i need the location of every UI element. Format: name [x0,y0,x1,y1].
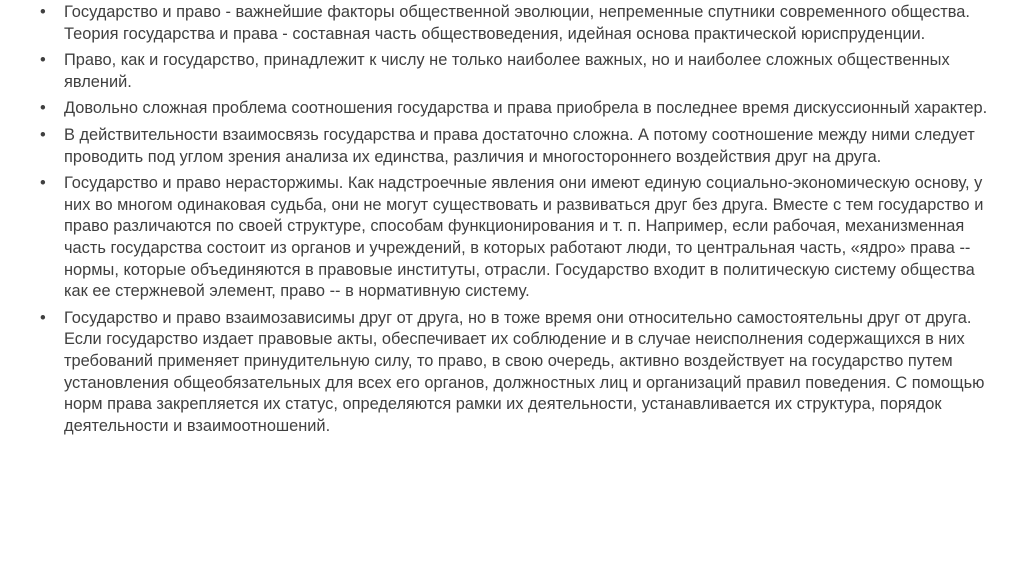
bullet-icon: • [40,125,46,144]
bullet-list [40,2,994,437]
bullet-item [40,173,994,303]
bullet-icon: • [40,51,46,70]
bullet-item [40,50,994,93]
bullet-item [40,308,994,438]
bullet-text: В действительности взаимосвязь государства и права достаточно сложна. А потому соотношение между ними следует проводить под углом зрения анализа их единства, различия и многостороннего воздействия друг на друга. [64,125,975,166]
bullet-icon: • [40,174,46,193]
bullet-item [40,125,994,168]
bullet-icon: • [40,3,46,21]
bullet-icon: • [40,99,46,118]
bullet-text: Право, как и государство, принадлежит к числу не только наиболее важных, но и наиболее сложных общественных явлений. [64,51,950,91]
bullet-text: Государство и право нерасторжимы. Как надстроечные явления они имеют единую социально-экономическую основу, у них во многом одинаковая судьба, они не могут существовать и развиваться друг без друга. Вместе с тем государство и право различаются по своей структуре, способам функционирования и т. п. Например, если рабочая, механизменная часть государства состоит из органов и учреждений, в которых работают люди, то центральная часть, «ядро» права -- нормы, которые объединяются в правовые институты, отрасли. Государство входит в политическую систему общества как ее стержневой элемент, право -- в нормативную систему. [64,174,984,301]
bullet-icon: • [40,308,46,327]
bullet-item [40,2,994,45]
bullet-text: Государство и право взаимозависимы друг от друга, но в тоже время они относительно самостоятельны друг от друга. Если государство издает правовые акты, обеспечивает их соблюдение и в случае неисполнения содержащихся в них требований применяет принудительную силу, то право, в свою очередь, активно воздействует на государство путем установления общеобязательных для всех его органов, должностных лиц и организаций правил поведения. С помощью норм права закрепляется их статус, определяются рамки их деятельности, устанавливается их структура, порядок деятельности и взаимоотношений. [64,308,985,435]
bullet-item [40,98,994,120]
bullet-text: Довольно сложная проблема соотношения государства и права приобрела в последнее время дискуссионный характер. [64,99,988,118]
bullet-text: Государство и право - важнейшие факторы общественной эволюции, непременные спутники современного общества. Теория государства и права - составная часть обществоведения, идейная основа практической юриспруденции. [64,3,970,43]
